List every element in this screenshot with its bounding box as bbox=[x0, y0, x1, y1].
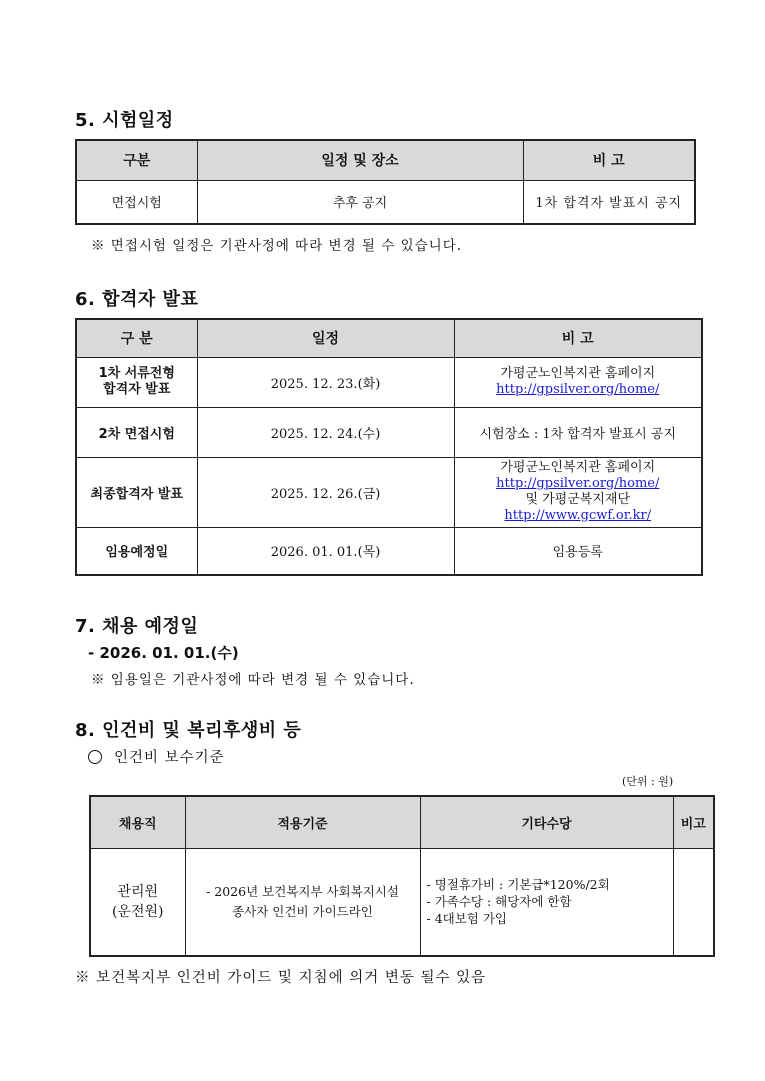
header-remarks: 비 고 bbox=[454, 319, 702, 357]
employment-date: - 2026. 01. 01.(수) bbox=[88, 644, 239, 662]
row-note: 가평군노인복지관 홈페이지 http://gpsilver.org/home/ bbox=[454, 357, 702, 407]
row-label: 최종합격자 발표 bbox=[76, 457, 197, 527]
header-job: 채용직 bbox=[90, 796, 185, 848]
row-label: 1차 서류전형 합격자 발표 bbox=[76, 357, 197, 407]
header-date: 일정 bbox=[197, 319, 454, 357]
section-7-note: ※ 임용일은 기관사정에 따라 변경 될 수 있습니다. bbox=[91, 672, 415, 688]
section-8-title: 8. 인건비 및 복리후생비 등 bbox=[75, 720, 302, 741]
header-standard: 적용기준 bbox=[185, 796, 420, 848]
table-row bbox=[76, 407, 702, 457]
announcement-table bbox=[75, 318, 703, 576]
row-date: 2025. 12. 26.(금) bbox=[197, 457, 454, 527]
section-8-note: ※ 보건복지부 인건비 가이드 및 지침에 의거 변동 될수 있음 bbox=[75, 970, 487, 986]
unit-label: (단위 : 원) bbox=[622, 775, 674, 788]
cell-remark: 1차 합격자 발표시 공지 bbox=[523, 180, 695, 224]
standard-cell: - 2026년 보건복지부 사회복지시설 종사자 인건비 가이드라인 bbox=[185, 848, 420, 956]
header-allowance: 기타수당 bbox=[420, 796, 673, 848]
row-date: 2026. 01. 01.(목) bbox=[197, 527, 454, 575]
row-label: 임용예정일 bbox=[76, 527, 197, 575]
header-remarks: 비 고 bbox=[523, 140, 695, 180]
table-row bbox=[76, 457, 702, 527]
allowance-cell: - 명절휴가비 : 기본급*120%/2회 - 가족수당 : 해당자에 한함 - 4대보험 가입 bbox=[420, 848, 673, 956]
salary-table bbox=[89, 795, 715, 957]
gcwf-link[interactable]: http://www.gcwf.or.kr/ bbox=[504, 508, 652, 523]
section-6-title: 6. 합격자 발표 bbox=[75, 289, 199, 310]
header-remark: 비고 bbox=[673, 796, 714, 848]
header-schedule-place: 일정 및 장소 bbox=[197, 140, 523, 180]
gpsilver-link[interactable]: http://gpsilver.org/home/ bbox=[496, 476, 660, 491]
salary-standard-item: 인건비 보수기준 bbox=[88, 746, 225, 767]
table-row bbox=[76, 527, 702, 575]
job-cell: 관리원 (운전원) bbox=[90, 848, 185, 956]
header-category: 구분 bbox=[76, 140, 197, 180]
header-category: 구 분 bbox=[76, 319, 197, 357]
cell-later-notice: 추후 공지 bbox=[197, 180, 523, 224]
section-5-note: ※ 면접시험 일정은 기관사정에 따라 변경 될 수 있습니다. bbox=[91, 238, 463, 254]
section-7-title: 7. 채용 예정일 bbox=[75, 616, 199, 637]
remark-cell bbox=[673, 848, 714, 956]
row-note: 가평군노인복지관 홈페이지 http://gpsilver.org/home/ 및 가평군복지재단 http://www.gcwf.or.kr/ bbox=[454, 457, 702, 527]
cell-interview: 면접시험 bbox=[76, 180, 197, 224]
row-label: 2차 면접시험 bbox=[76, 407, 197, 457]
table-row bbox=[76, 357, 702, 407]
row-date: 2025. 12. 24.(수) bbox=[197, 407, 454, 457]
exam-schedule-table bbox=[75, 139, 696, 225]
table-row bbox=[90, 848, 714, 956]
row-note: 임용등록 bbox=[454, 527, 702, 575]
row-note: 시험장소 : 1차 합격자 발표시 공지 bbox=[454, 407, 702, 457]
circle-bullet-icon bbox=[88, 750, 102, 764]
row-date: 2025. 12. 23.(화) bbox=[197, 357, 454, 407]
gpsilver-link[interactable]: http://gpsilver.org/home/ bbox=[496, 382, 660, 397]
section-5-title: 5. 시험일정 bbox=[75, 110, 174, 131]
